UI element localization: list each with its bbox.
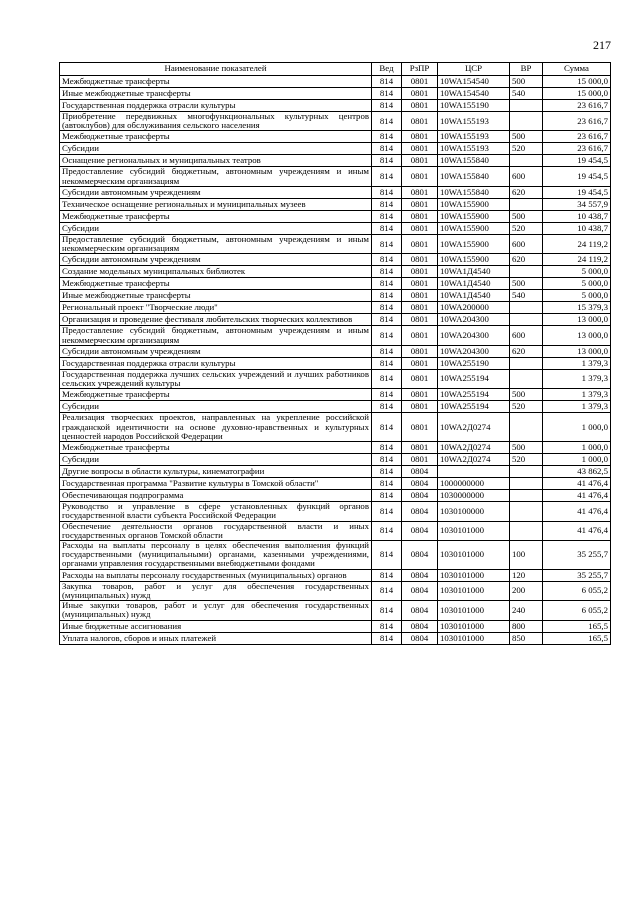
table-row [60, 389, 611, 401]
row-rzpr: 0804 [402, 581, 438, 600]
row-csr: 10WA155900 [438, 234, 510, 253]
row-name: Создание модельных муниципальных библиотек [60, 266, 372, 278]
row-vr [510, 369, 543, 388]
table-row [60, 234, 611, 253]
row-sum: 1 379,3 [543, 401, 611, 413]
row-sum: 5 000,0 [543, 290, 611, 302]
row-name: Реализация творческих проектов, направленных на укрепление российской гражданской идентичности на основе духовно-нравственных и культурных ценностей народов Российской Федерации [60, 413, 372, 442]
row-vr: 500 [510, 278, 543, 290]
row-csr: 10WA155900 [438, 210, 510, 222]
row-vr: 200 [510, 581, 543, 600]
row-ved: 814 [372, 167, 402, 186]
row-csr: 1030101000 [438, 601, 510, 620]
row-csr: 10WA155840 [438, 155, 510, 167]
row-ved: 814 [372, 345, 402, 357]
row-name: Приобретение передвижных многофункциональных культурных центров (автоклубов) для обслуживания сельского населения [60, 112, 372, 131]
row-ved: 814 [372, 401, 402, 413]
row-ved: 814 [372, 389, 402, 401]
table-row [60, 357, 611, 369]
row-name: Закупка товаров, работ и услуг для обеспечения государственных (муниципальных) нужд [60, 581, 372, 600]
table-row [60, 155, 611, 167]
row-name: Государственная программа "Развитие культуры в Томской области" [60, 478, 372, 490]
table-header-row [60, 63, 611, 76]
row-csr: 1030101000 [438, 521, 510, 540]
row-sum: 23 616,7 [543, 100, 611, 112]
row-ved: 814 [372, 620, 402, 632]
table-row [60, 112, 611, 131]
row-vr: 500 [510, 210, 543, 222]
row-sum: 15 000,0 [543, 88, 611, 100]
row-ved: 814 [372, 581, 402, 600]
row-vr: 520 [510, 401, 543, 413]
row-vr: 800 [510, 620, 543, 632]
table-row [60, 345, 611, 357]
row-name: Расходы на выплаты персоналу в целях обеспечения выполнения функций государственными (муниципальными) органами, казенными учреждениями, органами управления государственными внебюджетными фондами [60, 540, 372, 569]
row-vr: 500 [510, 389, 543, 401]
header-csr: ЦСР [438, 63, 510, 76]
row-name: Региональный проект "Творческие люди" [60, 302, 372, 314]
row-name: Субсидии автономным учреждениям [60, 186, 372, 198]
row-sum: 5 000,0 [543, 278, 611, 290]
header-rzpr: РзПР [402, 63, 438, 76]
table-row [60, 569, 611, 581]
row-rzpr: 0801 [402, 234, 438, 253]
row-csr: 10WA155900 [438, 222, 510, 234]
row-rzpr: 0801 [402, 454, 438, 466]
row-vr: 500 [510, 442, 543, 454]
row-sum: 5 000,0 [543, 266, 611, 278]
header-ved: Вед [372, 63, 402, 76]
row-rzpr: 0804 [402, 632, 438, 644]
row-rzpr: 0804 [402, 521, 438, 540]
row-vr: 600 [510, 167, 543, 186]
row-csr: 10WA200000 [438, 302, 510, 314]
row-vr: 100 [510, 540, 543, 569]
row-rzpr: 0804 [402, 569, 438, 581]
row-csr: 1000000000 [438, 478, 510, 490]
row-rzpr: 0804 [402, 601, 438, 620]
row-ved: 814 [372, 490, 402, 502]
page-number: 217 [593, 38, 611, 52]
row-sum: 1 379,3 [543, 389, 611, 401]
row-vr [510, 155, 543, 167]
row-csr: 10WA155900 [438, 254, 510, 266]
table-row [60, 198, 611, 210]
row-csr: 10WA255194 [438, 389, 510, 401]
row-sum: 6 055,2 [543, 581, 611, 600]
row-ved: 814 [372, 88, 402, 100]
row-rzpr: 0801 [402, 278, 438, 290]
row-csr: 10WA154540 [438, 88, 510, 100]
row-sum: 10 438,7 [543, 222, 611, 234]
row-ved: 814 [372, 442, 402, 454]
table-row [60, 369, 611, 388]
header-name: Наименование показателей [60, 63, 372, 76]
row-rzpr: 0801 [402, 88, 438, 100]
row-ved: 814 [372, 278, 402, 290]
row-csr: 10WA155193 [438, 143, 510, 155]
row-rzpr: 0804 [402, 478, 438, 490]
row-rzpr: 0801 [402, 198, 438, 210]
row-csr: 10WA255194 [438, 369, 510, 388]
table-row [60, 254, 611, 266]
row-sum: 23 616,7 [543, 131, 611, 143]
row-rzpr: 0801 [402, 413, 438, 442]
row-name: Предоставление субсидий бюджетным, автономным учреждениям и иным некоммерческим организациям [60, 167, 372, 186]
row-ved: 814 [372, 210, 402, 222]
row-csr: 10WA155840 [438, 186, 510, 198]
row-name: Предоставление субсидий бюджетным, автономным учреждениям и иным некоммерческим организациям [60, 326, 372, 345]
row-sum: 15 379,3 [543, 302, 611, 314]
row-vr [510, 266, 543, 278]
table-row [60, 314, 611, 326]
row-ved: 814 [372, 131, 402, 143]
row-name: Расходы на выплаты персоналу государственных (муниципальных) органов [60, 569, 372, 581]
row-name: Субсидии автономным учреждениям [60, 345, 372, 357]
row-sum: 24 119,2 [543, 234, 611, 253]
table-row [60, 601, 611, 620]
row-name: Субсидии [60, 454, 372, 466]
row-vr [510, 466, 543, 478]
row-ved: 814 [372, 254, 402, 266]
row-ved: 814 [372, 198, 402, 210]
row-name: Иные межбюджетные трансферты [60, 290, 372, 302]
row-ved: 814 [372, 413, 402, 442]
row-ved: 814 [372, 112, 402, 131]
row-rzpr: 0801 [402, 112, 438, 131]
row-rzpr: 0801 [402, 266, 438, 278]
row-rzpr: 0801 [402, 345, 438, 357]
row-csr: 10WA255194 [438, 401, 510, 413]
row-rzpr: 0801 [402, 222, 438, 234]
row-name: Другие вопросы в области культуры, кинематографии [60, 466, 372, 478]
row-rzpr: 0801 [402, 314, 438, 326]
row-csr: 10WA204300 [438, 345, 510, 357]
row-vr: 600 [510, 234, 543, 253]
row-rzpr: 0801 [402, 143, 438, 155]
row-csr: 1030101000 [438, 632, 510, 644]
table-row [60, 266, 611, 278]
row-ved: 814 [372, 502, 402, 521]
row-ved: 814 [372, 521, 402, 540]
row-rzpr: 0801 [402, 369, 438, 388]
row-rzpr: 0801 [402, 442, 438, 454]
row-vr: 620 [510, 254, 543, 266]
row-name: Межбюджетные трансферты [60, 76, 372, 88]
row-csr: 1030101000 [438, 569, 510, 581]
row-csr: 10WA2Д0274 [438, 442, 510, 454]
row-sum: 15 000,0 [543, 76, 611, 88]
row-rzpr: 0801 [402, 254, 438, 266]
header-vr: ВР [510, 63, 543, 76]
row-csr: 10WA155193 [438, 112, 510, 131]
row-sum: 13 000,0 [543, 345, 611, 357]
row-rzpr: 0804 [402, 620, 438, 632]
row-ved: 814 [372, 601, 402, 620]
row-rzpr: 0804 [402, 490, 438, 502]
row-vr [510, 502, 543, 521]
row-vr: 600 [510, 326, 543, 345]
row-rzpr: 0804 [402, 540, 438, 569]
row-name: Государственная поддержка отрасли культуры [60, 357, 372, 369]
table-row [60, 540, 611, 569]
row-ved: 814 [372, 143, 402, 155]
row-sum: 19 454,5 [543, 155, 611, 167]
row-csr: 10WA155840 [438, 167, 510, 186]
row-rzpr: 0801 [402, 186, 438, 198]
table-row [60, 478, 611, 490]
table-row [60, 401, 611, 413]
row-sum: 35 255,7 [543, 540, 611, 569]
row-ved: 814 [372, 76, 402, 88]
table-row [60, 76, 611, 88]
row-name: Руководство и управление в сфере установленных функций органов государственной власти субъекта Российской Федерации [60, 502, 372, 521]
row-rzpr: 0801 [402, 290, 438, 302]
row-name: Межбюджетные трансферты [60, 210, 372, 222]
row-csr: 10WA155190 [438, 100, 510, 112]
table-body [60, 76, 611, 645]
row-sum: 41 476,4 [543, 502, 611, 521]
row-name: Предоставление субсидий бюджетным, автономным учреждениям и иным некоммерческим организациям [60, 234, 372, 253]
table-row [60, 290, 611, 302]
row-sum: 13 000,0 [543, 314, 611, 326]
row-sum: 1 379,3 [543, 357, 611, 369]
row-name: Обеспечивающая подпрограмма [60, 490, 372, 502]
row-name: Иные закупки товаров, работ и услуг для обеспечения государственных (муниципальных) нужд [60, 601, 372, 620]
row-sum: 1 000,0 [543, 442, 611, 454]
table-row [60, 466, 611, 478]
row-ved: 814 [372, 478, 402, 490]
row-name: Субсидии [60, 401, 372, 413]
budget-table [59, 62, 611, 645]
row-name: Субсидии [60, 143, 372, 155]
row-vr [510, 478, 543, 490]
table-row [60, 454, 611, 466]
table-row [60, 131, 611, 143]
row-csr [438, 466, 510, 478]
row-rzpr: 0801 [402, 302, 438, 314]
table-row [60, 620, 611, 632]
row-vr [510, 302, 543, 314]
row-csr: 10WA2Д0274 [438, 454, 510, 466]
row-rzpr: 0801 [402, 167, 438, 186]
row-name: Государственная поддержка отрасли культуры [60, 100, 372, 112]
row-name: Уплата налогов, сборов и иных платежей [60, 632, 372, 644]
row-sum: 24 119,2 [543, 254, 611, 266]
row-sum: 165,5 [543, 620, 611, 632]
row-sum: 19 454,5 [543, 167, 611, 186]
row-sum: 13 000,0 [543, 326, 611, 345]
row-name: Межбюджетные трансферты [60, 278, 372, 290]
header-sum: Сумма [543, 63, 611, 76]
row-name: Государственная поддержка лучших сельских учреждений и лучших работников сельских учреждений культуры [60, 369, 372, 388]
row-vr: 620 [510, 345, 543, 357]
row-ved: 814 [372, 222, 402, 234]
row-sum: 1 000,0 [543, 454, 611, 466]
row-ved: 814 [372, 100, 402, 112]
row-name: Оснащение региональных и муниципальных театров [60, 155, 372, 167]
row-sum: 6 055,2 [543, 601, 611, 620]
row-ved: 814 [372, 186, 402, 198]
table-row [60, 632, 611, 644]
row-csr: 10WA1Д4540 [438, 290, 510, 302]
row-csr: 10WA155900 [438, 198, 510, 210]
row-vr [510, 100, 543, 112]
row-vr: 500 [510, 76, 543, 88]
row-vr [510, 112, 543, 131]
row-sum: 165,5 [543, 632, 611, 644]
row-sum: 19 454,5 [543, 186, 611, 198]
row-rzpr: 0801 [402, 100, 438, 112]
row-rzpr: 0801 [402, 357, 438, 369]
row-sum: 41 476,4 [543, 521, 611, 540]
row-ved: 814 [372, 326, 402, 345]
row-vr [510, 314, 543, 326]
row-vr [510, 198, 543, 210]
table-row [60, 490, 611, 502]
row-csr: 10WA204300 [438, 314, 510, 326]
row-csr: 1030101000 [438, 540, 510, 569]
row-vr: 520 [510, 454, 543, 466]
row-ved: 814 [372, 466, 402, 478]
row-sum: 23 616,7 [543, 143, 611, 155]
row-name: Обеспечение деятельности органов государственной власти и иных государственных органов Томской области [60, 521, 372, 540]
row-ved: 814 [372, 234, 402, 253]
table-row [60, 413, 611, 442]
table-row [60, 278, 611, 290]
row-csr: 10WA154540 [438, 76, 510, 88]
row-ved: 814 [372, 290, 402, 302]
row-csr: 10WA1Д4540 [438, 278, 510, 290]
row-rzpr: 0801 [402, 389, 438, 401]
row-vr: 540 [510, 88, 543, 100]
row-rzpr: 0801 [402, 76, 438, 88]
row-ved: 814 [372, 454, 402, 466]
row-rzpr: 0804 [402, 466, 438, 478]
row-ved: 814 [372, 266, 402, 278]
table-row [60, 521, 611, 540]
row-csr: 1030100000 [438, 502, 510, 521]
row-sum: 1 000,0 [543, 413, 611, 442]
row-vr [510, 357, 543, 369]
row-sum: 35 255,7 [543, 569, 611, 581]
table-row [60, 210, 611, 222]
row-csr: 10WA1Д4540 [438, 266, 510, 278]
row-csr: 1030101000 [438, 581, 510, 600]
row-rzpr: 0801 [402, 326, 438, 345]
row-ved: 814 [372, 314, 402, 326]
row-sum: 1 379,3 [543, 369, 611, 388]
row-csr: 10WA204300 [438, 326, 510, 345]
table-row [60, 222, 611, 234]
row-name: Межбюджетные трансферты [60, 131, 372, 143]
row-vr: 120 [510, 569, 543, 581]
row-vr [510, 413, 543, 442]
row-vr: 540 [510, 290, 543, 302]
row-ved: 814 [372, 357, 402, 369]
table-row [60, 581, 611, 600]
row-csr: 10WA155193 [438, 131, 510, 143]
row-name: Межбюджетные трансферты [60, 442, 372, 454]
table-row [60, 502, 611, 521]
row-ved: 814 [372, 540, 402, 569]
row-sum: 23 616,7 [543, 112, 611, 131]
row-name: Техническое оснащение региональных и муниципальных музеев [60, 198, 372, 210]
row-sum: 34 557,9 [543, 198, 611, 210]
row-sum: 41 476,4 [543, 478, 611, 490]
row-ved: 814 [372, 569, 402, 581]
table-row [60, 302, 611, 314]
row-vr: 520 [510, 143, 543, 155]
row-name: Иные бюджетные ассигнования [60, 620, 372, 632]
row-name: Иные межбюджетные трансферты [60, 88, 372, 100]
row-rzpr: 0804 [402, 502, 438, 521]
row-ved: 814 [372, 369, 402, 388]
row-vr [510, 521, 543, 540]
row-vr: 850 [510, 632, 543, 644]
table-row [60, 442, 611, 454]
table-row [60, 88, 611, 100]
row-ved: 814 [372, 632, 402, 644]
row-rzpr: 0801 [402, 401, 438, 413]
row-sum: 43 862,5 [543, 466, 611, 478]
row-sum: 41 476,4 [543, 490, 611, 502]
row-sum: 10 438,7 [543, 210, 611, 222]
row-rzpr: 0801 [402, 155, 438, 167]
row-ved: 814 [372, 155, 402, 167]
row-rzpr: 0801 [402, 131, 438, 143]
row-name: Субсидии [60, 222, 372, 234]
row-name: Организация и проведение фестиваля любительских творческих коллективов [60, 314, 372, 326]
row-vr [510, 490, 543, 502]
table-row [60, 100, 611, 112]
row-rzpr: 0801 [402, 210, 438, 222]
table-row [60, 326, 611, 345]
row-name: Субсидии автономным учреждениям [60, 254, 372, 266]
table-row [60, 143, 611, 155]
row-vr: 240 [510, 601, 543, 620]
row-name: Межбюджетные трансферты [60, 389, 372, 401]
table-row [60, 186, 611, 198]
row-vr: 520 [510, 222, 543, 234]
table-row [60, 167, 611, 186]
row-vr: 500 [510, 131, 543, 143]
row-ved: 814 [372, 302, 402, 314]
row-csr: 1030101000 [438, 620, 510, 632]
row-csr: 10WA2Д0274 [438, 413, 510, 442]
row-csr: 1030000000 [438, 490, 510, 502]
row-csr: 10WA255190 [438, 357, 510, 369]
row-vr: 620 [510, 186, 543, 198]
